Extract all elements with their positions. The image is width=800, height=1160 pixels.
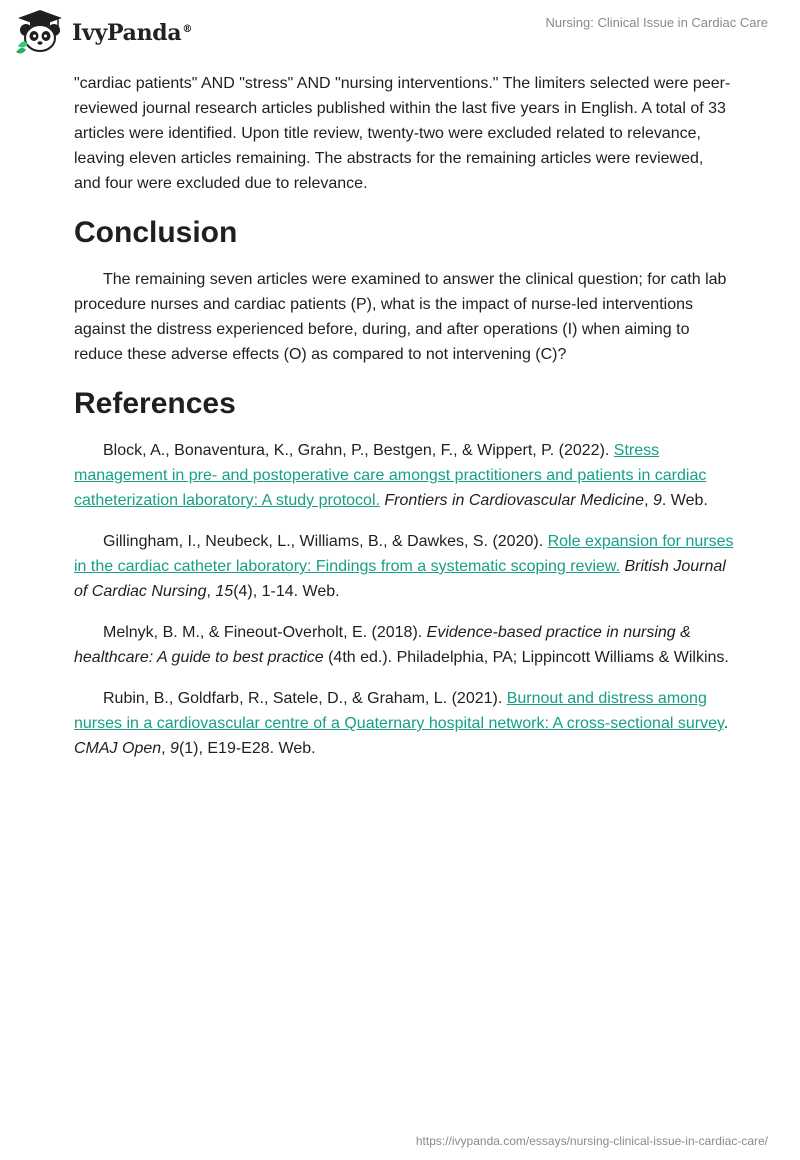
reference-journal: British Journal of Cardiac Nursing: [74, 558, 726, 600]
reference-link[interactable]: Stress management in pre- and postoperative care amongst practitioners and patients in cardiac catheterization laboratory: A study protocol.: [74, 442, 707, 509]
reference-link[interactable]: Burnout and distress among nurses in a cardiovascular centre of a Quaternary hospital network: A cross-sectional survey: [74, 690, 724, 732]
reference-authors: Rubin, B., Goldfarb, R., Satele, D., & Graham, L. (2021).: [103, 690, 507, 707]
article-body: [74, 71, 734, 777]
reference-item-gillingham: Gillingham, I., Neubeck, L., Williams, B., & Dawkes, S. (2020). Role expansion for nurses in the cardiac catheter laboratory: Findings from a systematic scoping review. British Journal of Cardiac Nursing, 15(4), 1-14. Web.: [74, 533, 734, 600]
logo-wordmark: IvyPanda®: [72, 20, 193, 46]
reference-journal: Frontiers in Cardiovascular Medicine: [384, 492, 645, 509]
reference-authors: Melnyk, B. M., & Fineout-Overholt, E. (2018).: [103, 624, 427, 641]
footer-url: https://ivypanda.com/essays/nursing-clinical-issue-in-cardiac-care/: [415, 1134, 768, 1148]
conclusion-heading: Conclusion: [74, 216, 238, 249]
ivypanda-logo[interactable]: [14, 8, 192, 54]
panda-graduate-icon: [14, 8, 66, 54]
reference-authors: Gillingham, I., Neubeck, L., Williams, B., & Dawkes, S. (2020).: [103, 533, 548, 550]
document-title: Nursing: Clinical Issue in Cardiac Care: [545, 15, 768, 30]
reference-item-melnyk: Melnyk, B. M., & Fineout-Overholt, E. (2018). Evidence-based practice in nursing & healthcare: A guide to best practice (4th ed.). Philadelphia, PA; Lippincott Williams & Wilkins.: [74, 624, 729, 666]
conclusion-paragraph: The remaining seven articles were examined to answer the clinical question; for cath lab procedure nurses and cardiac patients (P), what is the impact of nurse-led interventions against the distress experienced before, during, and after operations (I) when aiming to reduce these adverse effects (O) as compared to not intervening (C)?: [74, 271, 727, 363]
reference-item-block: Block, A., Bonaventura, K., Grahn, P., Bestgen, F., & Wippert, P. (2022). Stress management in pre- and postoperative care amongst practitioners and patients in cardiac catheterization laboratory: A study protocol. Frontiers in Cardiovascular Medicine, 9. Web.: [74, 442, 708, 509]
reference-journal: CMAJ Open: [74, 740, 162, 757]
reference-authors: Block, A., Bonaventura, K., Grahn, P., Bestgen, F., & Wippert, P. (2022).: [103, 442, 614, 459]
reference-link[interactable]: Role expansion for nurses in the cardiac catheter laboratory: Findings from a systematic scoping review.: [74, 533, 734, 575]
intro-paragraph: "cardiac patients" AND "stress" AND "nursing interventions." The limiters selected were peer-reviewed journal research articles published within the last five years in English. A total of 33 articles were identified. Upon title review, twenty-two were excluded related to relevance, leaving eleven articles remaining. The abstracts for the remaining articles were reviewed, and four were excluded due to relevance.: [74, 75, 731, 192]
reference-volume: 9: [652, 492, 662, 509]
reference-item-rubin: Rubin, B., Goldfarb, R., Satele, D., & Graham, L. (2021). Burnout and distress among nurses in a cardiovascular centre of a Quaternary hospital network: A cross-sectional survey. CMAJ Open, 9(1), E19-E28. Web.: [74, 690, 729, 757]
reference-volume: 15: [215, 583, 234, 600]
references-heading: References: [74, 387, 236, 420]
reference-volume: 9: [170, 740, 179, 757]
reference-book-title: Evidence-based practice in nursing & healthcare: A guide to best practice: [74, 624, 691, 666]
page-header: [0, 0, 800, 62]
